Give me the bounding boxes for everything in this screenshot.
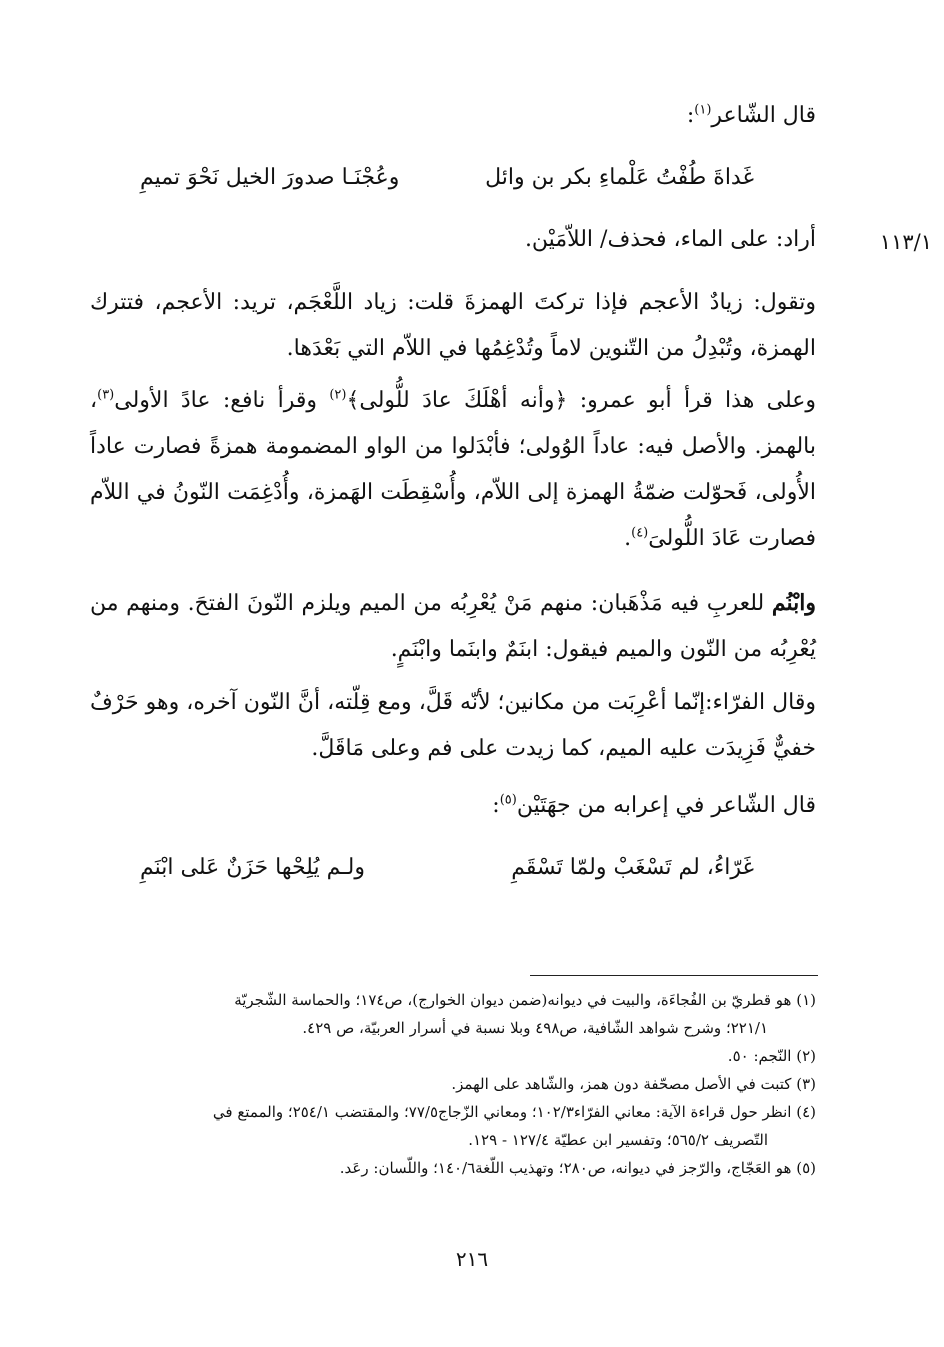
footnotes — [88, 986, 816, 1182]
poet-heading-2-text: قال الشّاعر في إعرابه من جهَتَيْن — [516, 793, 816, 818]
paragraph-5: وقال الفرّاء:إنّما أعْرِبَت من مكانين؛ لأنّه قَلَّ، ومع قِلّته، أنَّ النّون آخره، وهو حَرْفٌ خفيٌّ فَزِيدَت عليه الميم، كما زيدت على فم وعلى مَاقَلَّ. — [90, 690, 816, 761]
verse-2 — [140, 848, 754, 888]
ibnum-headword: وابْنُم — [771, 590, 816, 616]
footnote-ref-2[interactable]: (٢) — [329, 387, 347, 403]
paragraph-3-part-3: ، بالهمز. والأصل فيه: عاداً الوُولى؛ فأبْدَلوا من الواو المضمومة همزةً فصارت عاداً الأُولى، فَحوّلت ضمّةُ الهمزة إلى اللاّم، وأُسْقِطَت الهَمزة، وأُدْغِمَت النّونُ في اللاّم فصارت عَادَ اللُّولىَ — [90, 388, 816, 551]
paragraph-2: وتقول: زيادٌ الأعجم فإذا تركتَ الهمزةَ قلت: زياد اللَّعْجَم، تريد: الأعجم، فتترك الهمزة، وتُبْدِلُ من التّنوين لاماً وتُدْغِمُها في اللاّم التي بَعْدَها. — [90, 290, 816, 361]
verse-2-first-hemistich: غَرّاءُ، لم تَسْغَبْ ولمّا تَسْقَمِ — [511, 855, 754, 880]
page-number: ٢١٦ — [455, 1247, 489, 1271]
paragraph-3-part-1: وعلى هذا قرأ أبو عمرو: ﴿وأنه أهْلَكَ عادَ للُّولى﴾ — [346, 388, 817, 413]
verse-2-second-hemistich: ولـم يُلِحْها حَزَنٌ عَلى ابْنَمِ — [140, 855, 365, 880]
footnote-divider — [530, 975, 818, 976]
verse-1-first-hemistich: غَداةَ طُفْتُ عَلْماءِ بكر بن وائل — [485, 165, 754, 190]
poet-heading-2 — [90, 786, 816, 826]
poet-heading-2-colon: : — [492, 793, 500, 818]
footnote-1-continued: ٢٢١/١؛ وشرح شواهد الشّافية، ص٤٩٨ وبلا نسبة في أسرار العربيّة، ص ٤٢٩. — [302, 1019, 768, 1037]
marginal-manuscript-ref: ١١٣/١ — [879, 230, 932, 254]
paragraph-4-text: للعربِ فيه مَذْهَبان: منهم مَنْ يُعْرِبُه من الميم ويلزم النّونَ الفتحَ. ومنهم من يُعْرِبُه من النّون والميم فيقول: ابنَمٌ وابنَما وابْنَمٍ. — [90, 591, 816, 662]
footnote-4: (٤) انظر حول قراءة الآية: معاني الفرّاء١٠٢/٣؛ ومعاني الزّجاج٧٧/٥؛ والمقتضب ٢٥٤/١؛ والممتع في — [212, 1103, 816, 1121]
poet-heading-1-colon: : — [686, 103, 695, 128]
footnote-ref-4[interactable]: (٤) — [631, 525, 649, 541]
footnote-ref-3[interactable]: (٣) — [97, 387, 115, 403]
footnote-5: (٥) هو العَجّاج، والرّجز في ديوانه، ص٢٨٠؛ وتهذيب اللّغة١٤٠/٦؛ واللّسان: رعَد. — [339, 1159, 816, 1177]
paragraph-3-part-4: . — [624, 526, 632, 551]
paragraph-3-part-2: وقرأ نافع: عادً الأولى — [114, 388, 330, 413]
poet-heading-1 — [90, 96, 816, 136]
footnote-ref-1[interactable]: (١) — [694, 102, 712, 118]
footnote-2: (٢) النّجم: ٥٠. — [727, 1047, 816, 1065]
poet-heading-1-text: قال الشّاعر — [711, 103, 816, 128]
verse-1 — [140, 158, 754, 198]
footnote-1: (١) هو قطريّ بن الفُجاءَة، والبيت في ديوانه(ضمن ديوان الخوارج)، ص١٧٤؛ والحماسة الشّجريّة — [234, 991, 816, 1009]
footnote-3: (٣) كتبت في الأصل مصحّفة دون همز، والشّاهد على الهمز. — [451, 1075, 816, 1093]
footnote-4-continued: التّصريف ٥٦٥/٢؛ وتفسير ابن عطيّة ١٢٧/٤ - ١٢٩. — [468, 1131, 768, 1149]
paragraph-3 — [90, 378, 816, 562]
paragraph-1: أراد: على الماء، فحذف/ اللاّمَيْن. — [524, 227, 816, 252]
verse-1-second-hemistich: وعُجْنَـا صدورَ الخيل نَحْوَ تميمِ — [140, 165, 400, 190]
paragraph-4 — [90, 580, 816, 673]
footnote-ref-5[interactable]: (٥) — [499, 792, 517, 808]
